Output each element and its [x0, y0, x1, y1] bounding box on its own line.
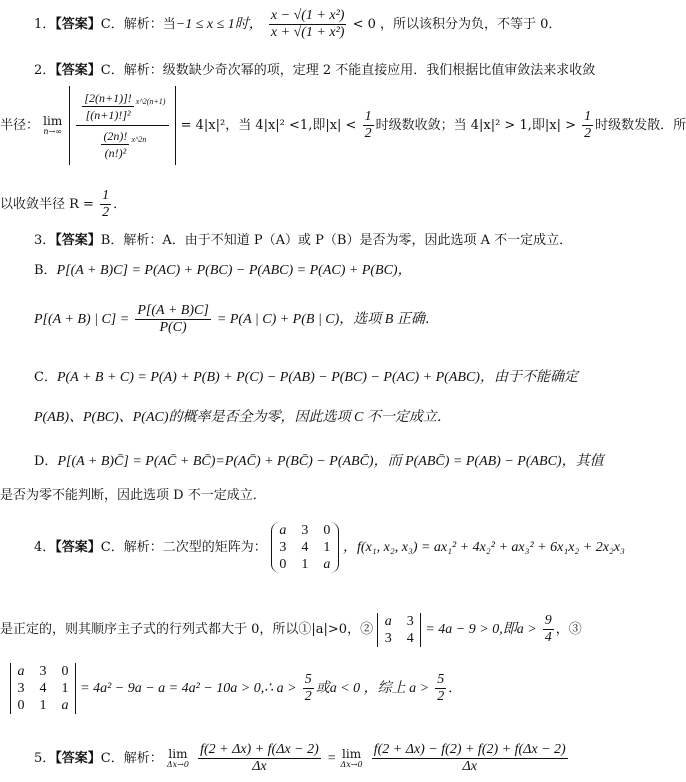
term1-den: [(n+1)!]²: [85, 108, 131, 122]
item-3: [34, 233, 634, 249]
det-cell: 4: [406, 630, 414, 646]
det-cell: 0: [61, 664, 69, 679]
frac-den: 4: [544, 630, 552, 645]
det-row: [16, 680, 70, 697]
option-label: C．: [34, 370, 57, 385]
fraction: [269, 8, 347, 41]
half-num: 1: [364, 109, 372, 124]
matrix-cell: 4: [301, 540, 309, 555]
item-2-formula: [0, 86, 686, 165]
half-fraction-2: [582, 109, 593, 142]
option-d-cont: [0, 488, 642, 504]
option-c-cont: [34, 410, 634, 426]
conditional-den: P(C): [159, 320, 187, 335]
answer-text: B．解析：A．由于不知道 P（A）或 P（B）是否为零，因此选项 A 不一定成立．: [100, 233, 573, 248]
conditional-fraction: [135, 303, 210, 336]
det-row: [16, 663, 70, 680]
item-4-minors: [0, 610, 642, 650]
answer-tag: 【答案】: [55, 63, 101, 78]
minor-2-result: = 4a − 9 > 0,即a >: [425, 622, 537, 637]
term2-den: (n!)²: [104, 146, 127, 160]
ratio-expression: [69, 86, 176, 165]
item-5: 5．【答案】C．解析： lim Δx→0 $\frac{f(2 + \Delta x) + f(\Delta x - 2)}{\Delta x}$ = lim Δx→0 $\frac{f(2 + \Delta x) - f(2) + f(2) + f(\Delta x - 2)}{\Delta x}$: [34, 742, 566, 774]
item-1: [34, 8, 634, 41]
limit-fraction-2: [372, 742, 568, 775]
option-label: D．: [34, 454, 58, 469]
half-den: 2: [584, 126, 592, 141]
matrix-cell: a: [279, 523, 287, 538]
matrix-cell: 3: [279, 540, 287, 555]
answer-tag: 【答案】: [55, 17, 101, 32]
nine-quarters: [543, 613, 554, 646]
item-number: 2．: [34, 63, 56, 78]
frac-num: 9: [544, 613, 552, 628]
det-cell: 3: [17, 681, 25, 696]
det-row: [16, 697, 70, 714]
det-cell: a: [61, 698, 69, 713]
option-label: B．: [34, 263, 57, 278]
term2-num: (2n)!: [103, 129, 128, 143]
frac-den: 2: [437, 689, 445, 704]
conclusion-text: 或a < 0 ，综上 a >: [315, 681, 430, 696]
answer-text: C．解析：二次型的矩阵为：: [100, 540, 267, 555]
item-4-minor3: [0, 660, 642, 718]
frac-num: 5: [304, 672, 312, 687]
item-number: 5．: [34, 751, 56, 766]
det-cell: 3: [406, 613, 414, 629]
minor-3-result: = 4a² − 9a − a = 4a² − 10a > 0,∴ a >: [80, 681, 297, 696]
option-c-equation: P(A + B + C) = P(A) + P(B) + P(C) − P(AB) − P(BC) − P(AC) + P(ABC)，由于不能确定: [56, 370, 578, 385]
matrix-cell: 0: [323, 523, 331, 538]
conclusion-end: ．: [448, 681, 462, 696]
minor-3-determinant: [10, 663, 76, 714]
answer-tag: 【答案】: [55, 540, 101, 555]
option-d-text: 是否为零不能判断，因此选项 D 不一定成立．: [0, 488, 266, 503]
matrix-cell: 0: [279, 557, 287, 572]
convergence-condition: = 4|x|²，当 4|x|² <1,即|x| <: [180, 118, 357, 133]
half-fraction: [363, 109, 374, 142]
matrix-cell: 3: [301, 523, 309, 538]
option-b: [34, 263, 634, 279]
det-cell: 1: [39, 698, 47, 713]
quadratic-form: ，f(x₁, x₂, x₃) = ax₁² + 4x₂² + ax₃² + 6x₁x₂ + 2x₂x₃: [343, 540, 625, 555]
convergence-text: 时级数收敛；当 4|x|² > 1,即|x| >: [375, 118, 576, 133]
radius-num: 1: [102, 188, 110, 203]
frac-den: Δx: [252, 759, 267, 774]
option-c-text: P(AB)、P(BC)、P(AC)的概率是否全为零，因此选项 C 不一定成立．: [34, 410, 451, 425]
conditional-left: P[(A + B) | C] =: [34, 312, 130, 327]
item-number: 3．: [34, 233, 56, 248]
lim-subscript: Δx→0: [340, 759, 363, 769]
term2-power: x^2n: [131, 135, 147, 145]
answer-text: C．解析：当: [100, 17, 176, 32]
conditional-num: P[(A + B)C]: [137, 303, 209, 318]
answer-tag: 【答案】: [55, 233, 101, 248]
answer-tail: < 0 ，所以该积分为负，不等于 0．: [352, 17, 562, 32]
limit-operator: [43, 113, 63, 136]
radius-label: 半径：: [0, 118, 40, 133]
option-b-conditional: [34, 303, 634, 336]
lim-subscript: n→∞: [43, 126, 62, 136]
five-halves: [303, 672, 314, 705]
fraction-denominator: x + √(1 + x²): [270, 25, 345, 40]
frac-num: f(2 + Δx) + f(Δx − 2): [200, 742, 319, 757]
answer-text: C．解析：: [100, 751, 163, 766]
item-2-radius: [0, 188, 642, 221]
five-halves-2: [435, 672, 446, 705]
quadratic-matrix: [271, 522, 339, 573]
fraction-numerator: x − √(1 + x²): [270, 8, 345, 23]
matrix-row: [278, 539, 332, 556]
matrix-cell: 1: [301, 557, 309, 572]
option-b-equation: P[(A + B)C] = P(AC) + P(BC) − P(ABC) = P(AC) + P(BC)，: [56, 263, 412, 278]
radius-text: 以收敛半径 R =: [0, 197, 94, 212]
det-cell: a: [17, 664, 25, 679]
limit-fraction-1: [198, 742, 321, 775]
lim-text: lim: [342, 746, 362, 761]
matrix-cell: 1: [323, 540, 331, 555]
limit-operator: [166, 746, 189, 769]
divergence-text: 时级数发散．所: [595, 118, 686, 133]
ratio-fraction: [76, 88, 169, 163]
lim-subscript: Δx→0: [166, 759, 189, 769]
frac-den: 2: [304, 689, 312, 704]
frac-num: 5: [437, 672, 445, 687]
det-cell: 0: [17, 698, 25, 713]
half-num: 1: [584, 109, 592, 124]
matrix-row: [278, 522, 332, 539]
lim-text: lim: [168, 746, 188, 761]
term1-power: x^2(n+1): [135, 97, 166, 107]
radius-den: 2: [102, 205, 110, 220]
circle-three: ，③: [555, 622, 582, 637]
half-den: 2: [364, 126, 372, 141]
option-c: [34, 370, 634, 386]
det-row: [383, 613, 415, 630]
det-cell: a: [384, 613, 392, 629]
item-number: 4．: [34, 540, 56, 555]
item-number: 1．: [34, 17, 56, 32]
option-d: [34, 454, 634, 470]
term1: [82, 90, 133, 123]
term1-num: [2(n+1)]!: [84, 91, 132, 105]
item-4: [34, 520, 634, 576]
item-2: [34, 63, 634, 79]
det-cell: 3: [384, 630, 392, 646]
det-cell: 3: [39, 664, 47, 679]
conditional-right: = P(A | C) + P(B | C)，选项 B 正确．: [216, 312, 439, 327]
term2: [101, 128, 129, 161]
matrix-row: [278, 556, 332, 573]
frac-num: f(2 + Δx) − f(2) + f(2) + f(Δx − 2): [373, 742, 566, 757]
radius-fraction: [100, 188, 111, 221]
frac-den: Δx: [462, 759, 477, 774]
answer-text: C．解析：级数缺少奇次幂的项，定理 2 不能直接应用．我们根据比值审敛法来求收敛: [100, 63, 596, 78]
det-cell: 4: [39, 681, 47, 696]
ratio-numerator: [76, 88, 169, 126]
minor-2-determinant: [377, 613, 421, 647]
det-row: [383, 630, 415, 647]
condition: −1 ≤ x ≤ 1时，: [175, 17, 263, 32]
det-cell: 1: [61, 681, 69, 696]
radius-end: ．: [113, 197, 127, 212]
answer-tag: 【答案】: [55, 751, 101, 766]
limit-operator-2: [340, 746, 363, 769]
option-d-equation: P[(A + B)C̄] = P(AC̄ + BC̄)=P(AC̄) + P(BC̄) − P(ABC̄)，而 P(ABC̄) = P(AB) − P(ABC)，其值: [57, 454, 604, 469]
lim-text: lim: [43, 113, 63, 128]
ratio-denominator: [76, 126, 169, 163]
matrix-cell: a: [323, 557, 331, 572]
positive-definite-text: 是正定的，则其顺序主子式的行列式都大于 0，所以①|a|>0，②: [0, 622, 374, 637]
